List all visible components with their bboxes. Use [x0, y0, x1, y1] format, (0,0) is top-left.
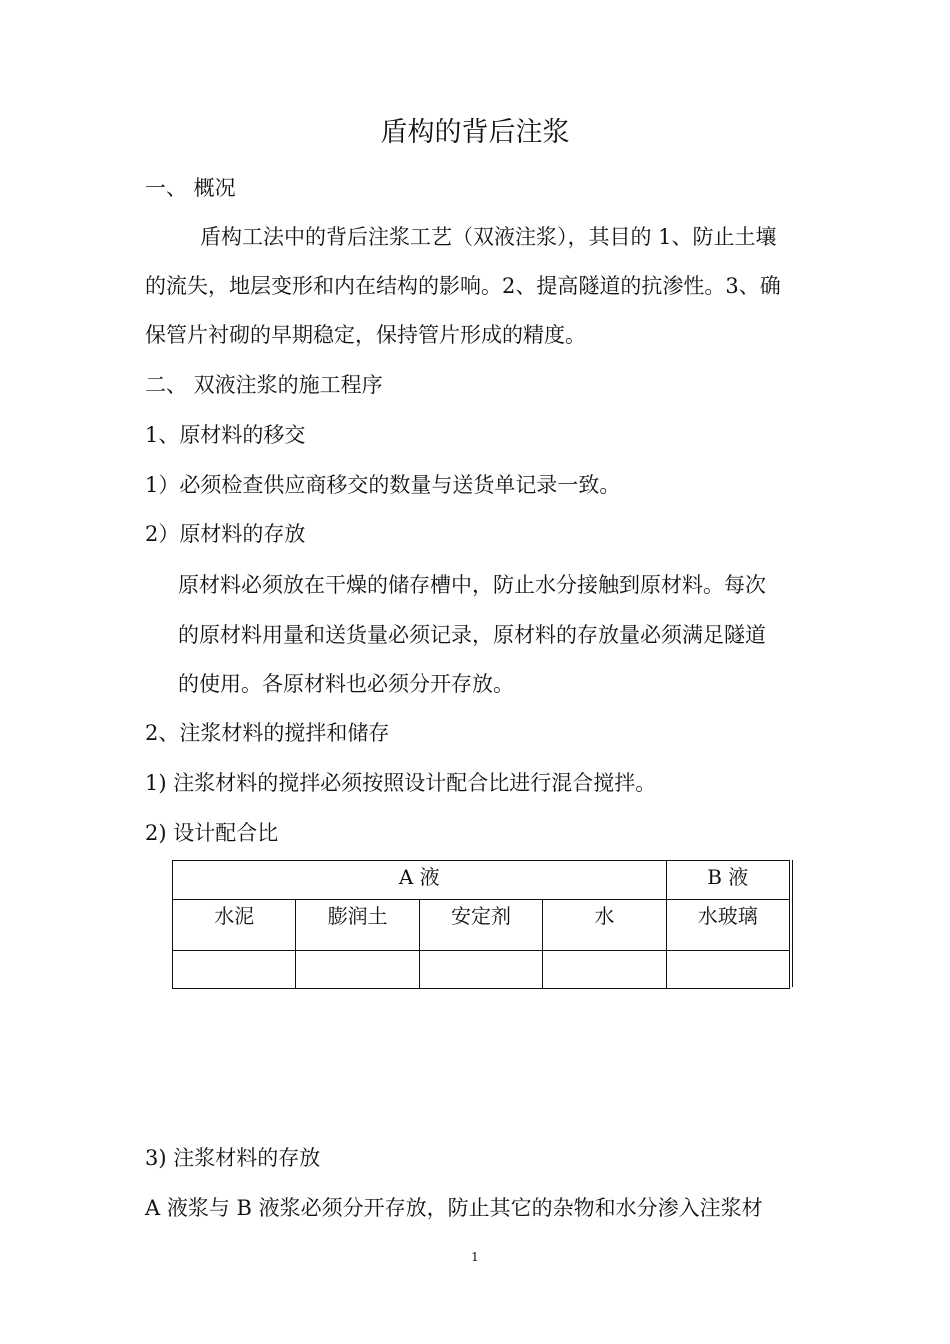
- table-cell-water-glass-value: [666, 951, 789, 989]
- table-col-water-glass: 水玻璃: [666, 900, 789, 951]
- table-col-water: 水: [543, 900, 666, 951]
- table-col-stabilizer: 安定剂: [419, 900, 542, 951]
- section-heading-overview: 一、 概况: [145, 176, 236, 200]
- table-header-a-liquid: A 液: [173, 861, 667, 900]
- item-check-quantity: 1）必须检查供应商移交的数量与送货单记录一致。: [145, 473, 621, 497]
- table-col-bentonite: 膨润土: [296, 900, 419, 951]
- table-col-cement: 水泥: [173, 900, 296, 951]
- item-grout-storage: 3) 注浆材料的存放: [145, 1146, 321, 1170]
- item-raw-material-handover: 1、原材料的移交: [145, 423, 306, 447]
- table-cell-cement-value: [173, 951, 296, 989]
- storage-paragraph-line-1: 原材料必须放在干燥的储存槽中，防止水分接触到原材料。每次: [178, 573, 766, 597]
- item-design-mix-ratio: 2) 设计配合比: [145, 821, 279, 845]
- grout-storage-paragraph-line-1: A 液浆与 B 液浆必须分开存放，防止其它的杂物和水分渗入注浆材: [145, 1196, 763, 1220]
- page-number: 1: [471, 1250, 479, 1264]
- item-raw-material-storage: 2）原材料的存放: [145, 522, 306, 546]
- table-cell-water-value: [543, 951, 666, 989]
- item-mixing-and-storage: 2、注浆材料的搅拌和储存: [145, 721, 390, 745]
- table-cell-bentonite-value: [296, 951, 419, 989]
- table-cell-stabilizer-value: [419, 951, 542, 989]
- section-heading-procedure: 二、 双液注浆的施工程序: [145, 373, 383, 397]
- table-header-b-liquid: B 液: [666, 861, 789, 900]
- mix-ratio-table: [172, 860, 790, 989]
- storage-paragraph-line-3: 的使用。各原材料也必须分开存放。: [178, 672, 514, 696]
- overview-paragraph-line-3: 保管片衬砌的早期稳定，保持管片形成的精度。: [145, 323, 586, 347]
- storage-paragraph-line-2: 的原材料用量和送货量必须记录，原材料的存放量必须满足隧道: [178, 623, 766, 647]
- overview-paragraph-line-1: 盾构工法中的背后注浆工艺（双液注浆），其目的 1、防止土壤: [200, 225, 777, 249]
- page-title: 盾构的背后注浆: [380, 117, 570, 148]
- table-double-border: [792, 860, 793, 987]
- item-mixing-rule: 1) 注浆材料的搅拌必须按照设计配合比进行混合搅拌。: [145, 771, 657, 795]
- overview-paragraph-line-2: 的流失，地层变形和内在结构的影响。2、提高隧道的抗渗性。3、确: [145, 274, 781, 298]
